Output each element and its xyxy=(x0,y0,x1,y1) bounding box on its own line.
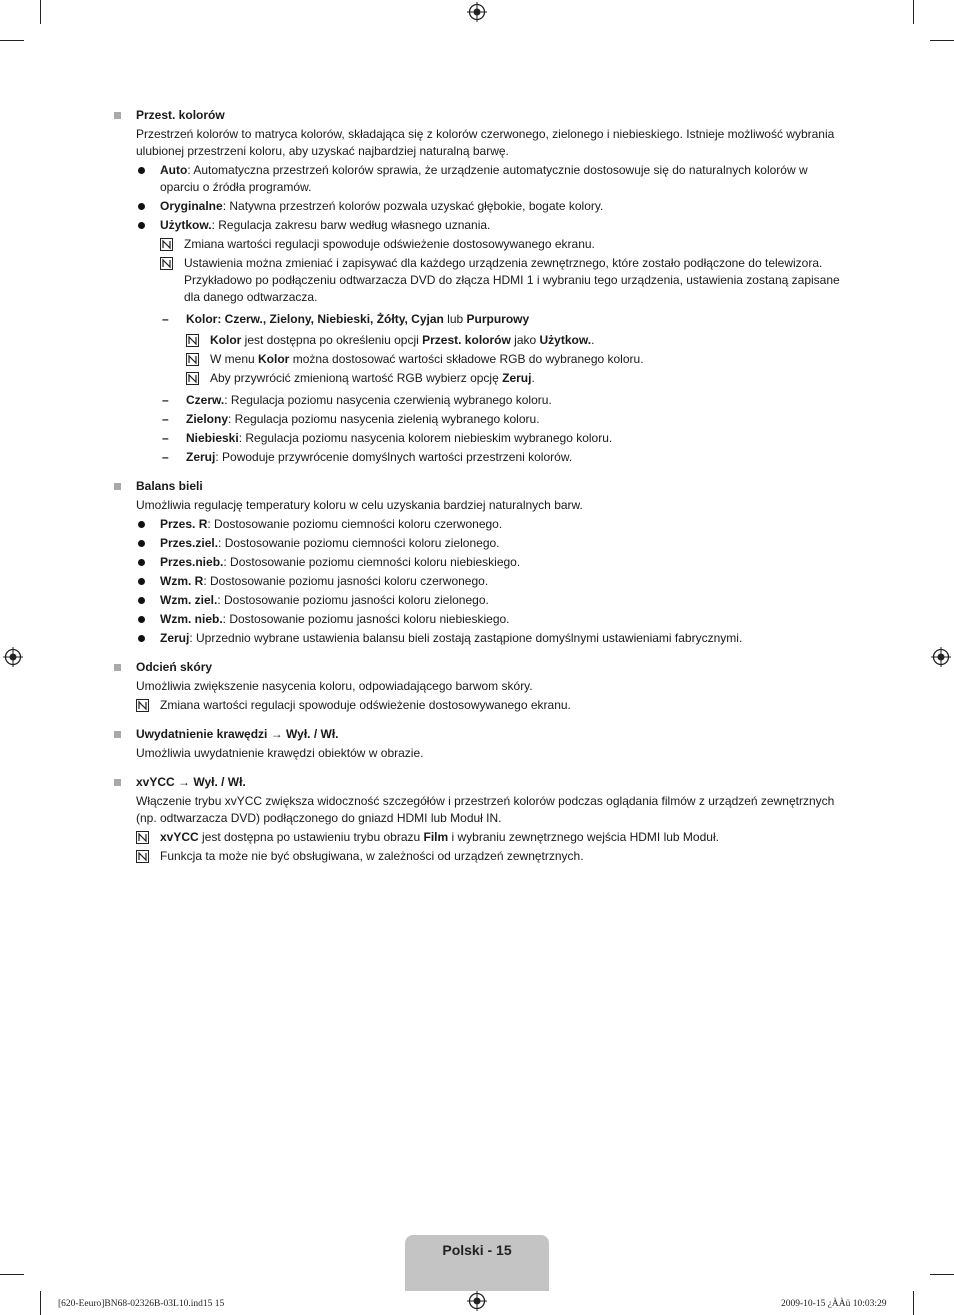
note-term: Kolor xyxy=(258,352,290,366)
dash-marker: – xyxy=(162,450,169,464)
item-text: : Dostosowanie poziomu ciemności koloru zielonego. xyxy=(218,536,500,550)
note xyxy=(160,255,844,306)
crop-mark xyxy=(40,1291,41,1315)
item-text: : Regulacja poziomu nasycenia kolorem niebieskim wybranego koloru. xyxy=(238,431,613,445)
item-text: : Dostosowanie poziomu ciemności koloru niebieskiego. xyxy=(223,555,521,569)
registration-mark-icon xyxy=(467,1291,487,1311)
bullet-square-icon xyxy=(114,731,121,738)
item-text: : Regulacja poziomu nasycenia czerwienią wybranego koloru. xyxy=(224,393,552,407)
page-number: Polski - 15 xyxy=(442,1242,512,1258)
item-text: : Dostosowanie poziomu ciemności koloru czerwonego. xyxy=(207,517,503,531)
section-title: Odcień skóry xyxy=(136,660,213,674)
list-item xyxy=(136,162,844,196)
list-item xyxy=(136,535,844,552)
note-text: Ustawienia można zmieniać i zapisywać dla każdego urządzenia zewnętrznego, które zostało podłączone do telewizora. Przykładowo po podłączeniu odtwarzacza DVD do złącza HDMI 1 i wybraniu tego urządzenia, ustawienia zostaną zapisane dla danego odtwarzacza. xyxy=(184,256,840,304)
section-description: Umożliwia regulację temperatury koloru w celu uzyskania bardziej naturalnych barw. xyxy=(136,498,583,512)
section-skin-tone xyxy=(114,659,844,714)
note xyxy=(136,848,844,865)
bullet-dot-icon xyxy=(138,167,145,174)
item-term: Przes. R xyxy=(160,517,208,531)
item-term: Oryginalne xyxy=(160,199,223,213)
note-text: . xyxy=(531,371,535,385)
item-term: Kolor: Czerw., Zielony, Niebieski, Żółty, Cyjan xyxy=(186,312,444,326)
section-title: Przest. kolorów xyxy=(136,108,225,122)
crop-mark xyxy=(0,1274,24,1275)
note-text: jest dostępna po określeniu opcji xyxy=(241,333,423,347)
registration-mark-icon xyxy=(3,647,23,667)
item-text: : Dostosowanie poziomu jasności koloru zielonego. xyxy=(217,593,489,607)
section-xvycc xyxy=(114,774,844,865)
item-text: lub xyxy=(443,312,467,326)
note-text: Funkcja ta może nie być obsługiwana, w zależności od urządzeń zewnętrznych. xyxy=(160,849,584,863)
sub-item xyxy=(160,449,844,466)
item-term: Zielony xyxy=(186,412,229,426)
note-icon xyxy=(136,831,149,844)
dash-marker: – xyxy=(162,431,169,445)
list-item xyxy=(136,217,844,234)
item-text: : Dostosowanie poziomu jasności koloru niebieskiego. xyxy=(222,612,510,626)
item-text: : Regulacja zakresu barw według własnego uznania. xyxy=(211,218,491,232)
section-description: Przestrzeń kolorów to matryca kolorów, składająca się z kolorów czerwonego, zielonego i niebieskiego. Istnieje możliwość wybrania ulubionej przestrzeni koloru, aby uzyskać najbardziej naturalną barwę. xyxy=(136,127,835,158)
note-text: Aby przywrócić zmienioną wartość RGB wybierz opcję xyxy=(210,371,503,385)
item-term: Wzm. nieb. xyxy=(160,612,223,626)
item-term: Przes.ziel. xyxy=(160,536,219,550)
note-icon xyxy=(160,257,173,270)
bullet-square-icon xyxy=(114,779,121,786)
dash-marker: – xyxy=(162,412,169,426)
section-description: Umożliwia zwiększenie nasycenia koloru, odpowiadającego barwom skóry. xyxy=(136,679,533,693)
note-term: Film xyxy=(423,830,449,844)
bullet-dot-icon xyxy=(138,559,145,566)
list-item xyxy=(136,592,844,609)
list-item xyxy=(136,630,844,647)
crop-mark xyxy=(0,40,24,41)
item-term: Niebieski xyxy=(186,431,239,445)
sub-item-color xyxy=(160,311,844,328)
registration-mark-icon xyxy=(931,647,951,667)
crop-mark xyxy=(930,1274,954,1275)
bullet-dot-icon xyxy=(138,222,145,229)
note-text: można dostosować wartości składowe RGB do wybranego koloru. xyxy=(289,352,644,366)
note xyxy=(160,236,844,253)
note-text: jest dostępna po ustawieniu trybu obrazu xyxy=(198,830,424,844)
item-text: : Regulacja poziomu nasycenia zielenią wybranego koloru. xyxy=(228,412,540,426)
item-text: : Dostosowanie poziomu jasności koloru czerwonego. xyxy=(203,574,489,588)
crop-mark xyxy=(913,0,914,24)
sub-item xyxy=(160,430,844,447)
crop-mark xyxy=(913,1291,914,1315)
note xyxy=(186,370,844,387)
section-title: xvYCC → Wył. / Wł. xyxy=(136,775,246,789)
dash-marker: – xyxy=(162,312,169,326)
note-icon xyxy=(136,850,149,863)
section-description: Umożliwia uwydatnienie krawędzi obiektów w obrazie. xyxy=(136,746,424,760)
note-text: jako xyxy=(510,333,540,347)
note-text: Zmiana wartości regulacji spowoduje odświeżenie dostosowywanego ekranu. xyxy=(160,698,571,712)
footer-file-info: [620-Eeuro]BN68-02326B-03L10.ind15 15 xyxy=(58,1299,225,1309)
item-term: Przes.nieb. xyxy=(160,555,224,569)
crop-mark xyxy=(40,0,41,24)
note-term: Użytkow. xyxy=(539,333,592,347)
note-text: Zmiana wartości regulacji spowoduje odświeżenie dostosowywanego ekranu. xyxy=(184,237,595,251)
crop-mark xyxy=(930,40,954,41)
note-icon xyxy=(186,372,199,385)
item-text: : Uprzednio wybrane ustawienia balansu bieli zostają zastąpione domyślnymi ustawieniami fabrycznymi. xyxy=(189,631,743,645)
list-item xyxy=(136,198,844,215)
item-text: : Automatyczna przestrzeń kolorów sprawia, że urządzenie automatycznie dostosowuje się do naturalnych kolorów w oparciu o źródła programów. xyxy=(160,163,808,194)
bullet-dot-icon xyxy=(138,203,145,210)
section-white-balance xyxy=(114,478,844,647)
note-term: Przest. kolorów xyxy=(422,333,511,347)
bullet-dot-icon xyxy=(138,597,145,604)
list-item xyxy=(136,573,844,590)
bullet-dot-icon xyxy=(138,578,145,585)
item-term: Purpurowy xyxy=(466,312,530,326)
note xyxy=(136,829,844,846)
note xyxy=(186,332,844,349)
list-item xyxy=(136,516,844,533)
section-description: Włączenie trybu xvYCC zwiększa widoczność szczegółów i przestrzeń kolorów podczas oglądania filmów z urządzeń zewnętrznych (np. odtwarzacza DVD) podłączonego do gniazd HDMI lub Moduł IN. xyxy=(136,794,835,825)
registration-mark-icon xyxy=(467,2,487,22)
note-text: W menu xyxy=(210,352,259,366)
bullet-dot-icon xyxy=(138,616,145,623)
note-icon xyxy=(160,238,173,251)
note xyxy=(136,697,844,714)
item-text: : Powoduje przywrócenie domyślnych wartości przestrzeni kolorów. xyxy=(215,450,573,464)
section-color-space xyxy=(114,107,844,466)
item-term: Auto xyxy=(160,163,188,177)
item-term: Wzm. R xyxy=(160,574,204,588)
item-term: Zeruj xyxy=(160,631,190,645)
item-text: : Natywna przestrzeń kolorów pozwala uzyskać głębokie, bogate kolory. xyxy=(222,199,604,213)
bullet-dot-icon xyxy=(138,635,145,642)
note-term: xvYCC xyxy=(160,830,199,844)
manual-content xyxy=(114,107,844,874)
item-term: Wzm. ziel. xyxy=(160,593,218,607)
note-term: Kolor xyxy=(210,333,242,347)
note-text: . xyxy=(591,333,595,347)
bullet-square-icon xyxy=(114,664,121,671)
item-term: Użytkow. xyxy=(160,218,212,232)
section-title: Uwydatnienie krawędzi → Wył. / Wł. xyxy=(136,727,339,741)
note-icon xyxy=(186,334,199,347)
item-term: Czerw. xyxy=(186,393,225,407)
section-title: Balans bieli xyxy=(136,479,203,493)
section-edge-enhancement xyxy=(114,726,844,762)
list-item xyxy=(136,611,844,628)
sub-item xyxy=(160,411,844,428)
list-item xyxy=(136,554,844,571)
footer-timestamp: 2009-10-15 ¿ÀÀü 10:03:29 xyxy=(781,1299,887,1309)
page-number-tab xyxy=(405,1235,549,1291)
note-term: Zeruj xyxy=(502,371,532,385)
bullet-square-icon xyxy=(114,483,121,490)
item-term: Zeruj xyxy=(186,450,216,464)
sub-item xyxy=(160,392,844,409)
dash-marker: – xyxy=(162,393,169,407)
note-icon xyxy=(186,353,199,366)
bullet-square-icon xyxy=(114,112,121,119)
bullet-dot-icon xyxy=(138,521,145,528)
note xyxy=(186,351,844,368)
note-icon xyxy=(136,699,149,712)
bullet-dot-icon xyxy=(138,540,145,547)
note-text: i wybraniu zewnętrznego wejścia HDMI lub Moduł. xyxy=(448,830,719,844)
